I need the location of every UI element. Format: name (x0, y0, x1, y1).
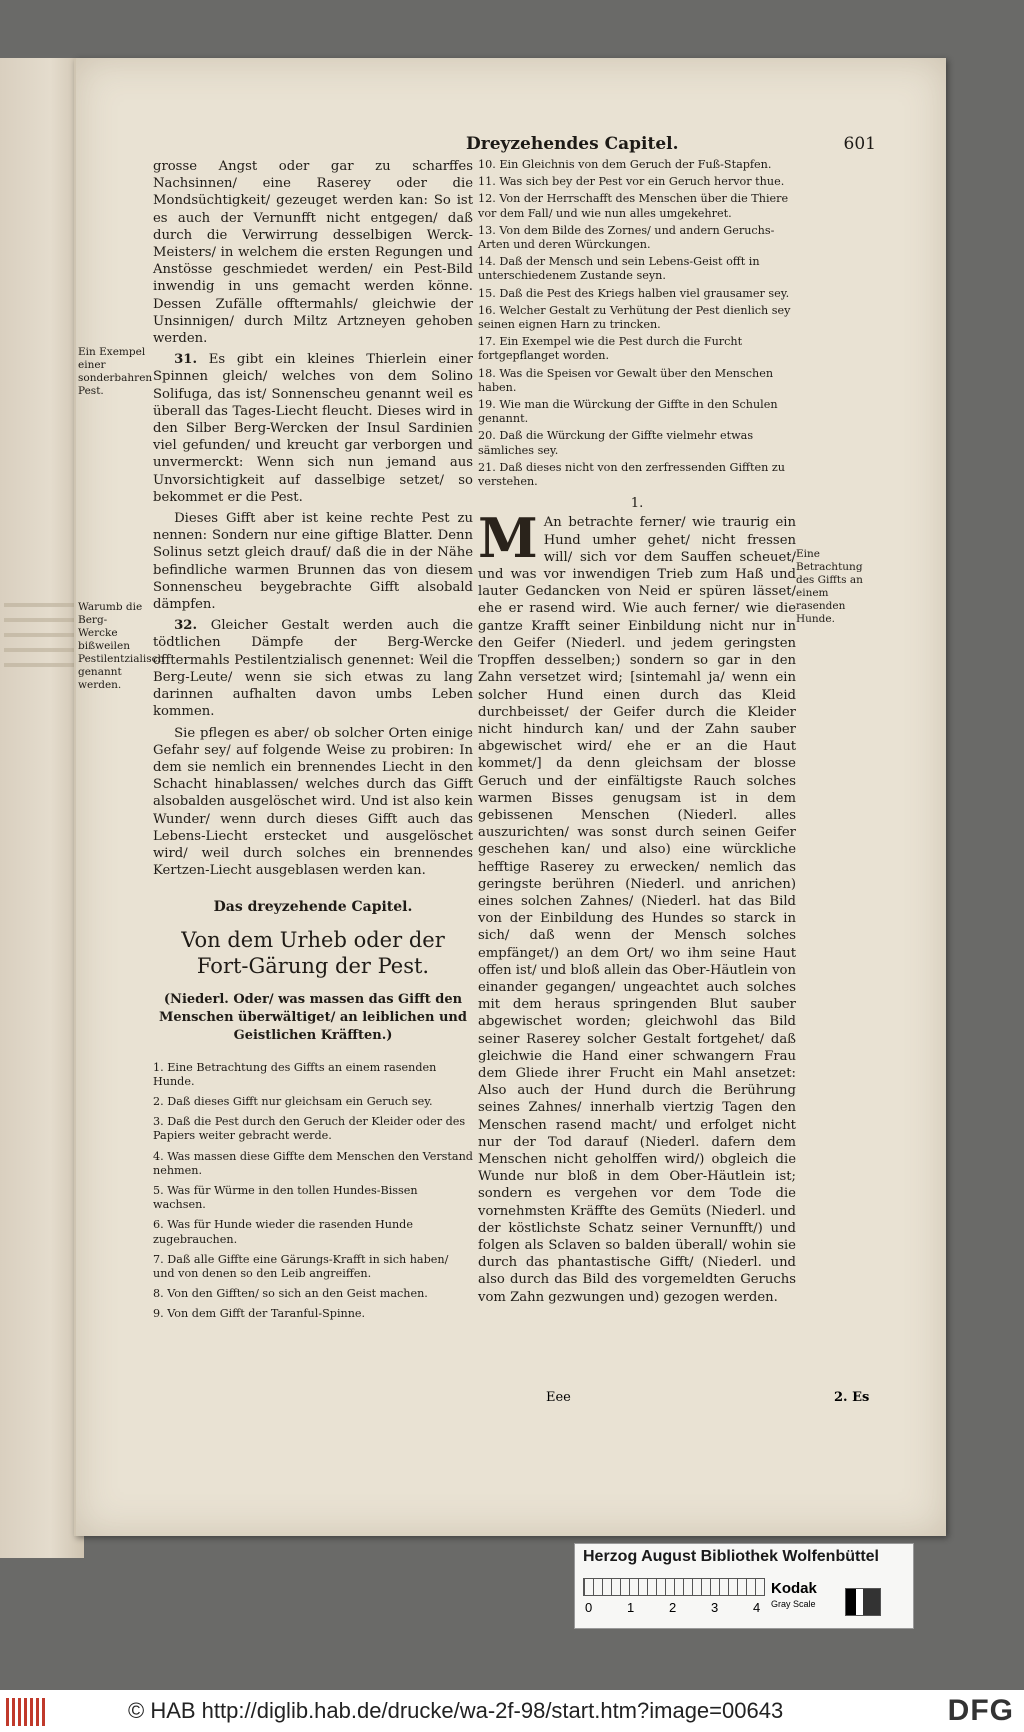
contents-item: 18. Was die Speisen vor Gewalt über den Menschen haben. (478, 366, 774, 394)
contents-item: 20. Daß die Würckung der Giffte vielmehr etwas sämliches sey. (478, 429, 754, 457)
tick-label: 0 (585, 1600, 593, 1615)
dfg-logo: DFG (947, 1694, 1014, 1727)
paragraph-32 (153, 617, 473, 720)
scale-ruler (583, 1578, 765, 1596)
library-name: Herzog August Bibliothek Wolfenbüttel (583, 1548, 879, 1565)
book-page (74, 58, 946, 1536)
page-header (466, 134, 876, 160)
section-mark: 1. (630, 496, 644, 512)
footer-bar (0, 1690, 1024, 1732)
margin-note: Eine Betrachtung des Giffts an einem rasenden Hunde. (796, 548, 863, 625)
paragraph: Dieses Gifft aber ist keine rechte Pest zu nennen: Sondern nur eine giftige Blatter. Denn Solinus setzt gleich drauf/ daß die in der Nähe befindliche warmen Brunnen das von diesem Sonnenscheu beygebrachte Gifft alsobald dämpfen. (153, 511, 473, 613)
library-label (574, 1543, 914, 1629)
facing-page-edge (0, 58, 84, 1558)
hab-logo-icon (6, 1698, 46, 1726)
margin-note: Ein Exempel einer sonderbahren Pest. (78, 346, 153, 397)
contents-item: 11. Was sich bey der Pest vor ein Geruch hervor thue. (478, 175, 785, 189)
chapter-label: Das dreyzehende Capitel. (213, 899, 413, 916)
footer-url[interactable]: © HAB http://diglib.hab.de/drucke/wa-2f-98/start.htm?image=00643 (128, 1698, 784, 1723)
kodak-logo: Kodak (771, 1580, 817, 1597)
contents-item: 21. Daß dieses nicht von den zerfressenden Gifften zu verstehen. (478, 460, 785, 489)
contents-item: 1. Eine Betrachtung des Giffts an einem rasenden Hunde. (153, 1060, 437, 1088)
left-column (153, 158, 473, 1328)
paragraph: Sie pflegen es aber/ ob solcher Orten einige Gefahr sey/ auf folgende Weise zu probiren: In dem sie nemlich ein brennendes Liecht in den Schacht hinablassen/ welches durch das Gifft alsobalden ausgelöschet wird. Und ist also kein Wunder/ wenn durch dieses Gifft auch das Lebens-Liecht erstecket und ausgelöschet wird/ weil durch solches ein brennendes Kertzen-Liecht ausgeblasen werden kan. (153, 725, 473, 879)
main-text: An betrachte ferner/ wie traurig ein Hund umher gehet/ nicht fressen will/ sich vor dem Sauffen scheuet/ und was vor inwendigen Trieb zum Haß und lauter Gedancken von Neid er spüren lässet/ ehe er rasend wird. Wie auch ferner/ wie die gantze Krafft seiner Einbildung nicht nur in den Geifer (Niederl. und jedem geringsten Tropffen desselben;) sondern so gar in den Zahn versetzet wird; [sintemahl ja/ wenn ein solcher Hund einen durch das Kleid durchbeisset/ der Geifer durch die Kleider nicht hindurch kan/ und der Zahn sauber abgewischet wird/ ehe er an die Haut kommet/] da denn gleichsam der blosse Geruch und der einfältigste Rauch solches warmen Bisses genugsam ist in dem gebissenen Menschen (Niederl. alles auszurichten/ was sonst durch seinen Geifer geschehen kan/ und also) eine würckliche hefftige Raserey zu erwecken/ nemlich das geringste berühren (Niederl. und anrichen) eines solchen Zahnes/ (Niederl. hat das Bild von der Einbildung des Hundes so starck in sich/ daß wenn der Mensch solches empfänget/) an dem Ort/ wo ihm seine Haut offen ist/ und bloß allein das Ober-Häutlein von einander gegangen/ ungeachtet auch solches mit dem heraus springenden Blut sauber abgewischet worden; gleichwohl das Bild seiner Raserey solcher Gestalt fortgehet/ daß gleichwie die Hand einer schwangern Frau dem Gliede ihrer Frucht ein Mahl ansetzet: Also auch der Hund durch die Berührung seines Zahnes/ innerhalb viertzig Tagen den Menschen rasend macht/ und erfolget nicht nur der Tod darauf (Niederl. dafern dem Menschen nicht geholffen wird/) obgleich die Wunde nur bloß in dem Ober-Häutlein ist; sondern es vergehen vor dem Tode die vornehmsten Kräffte des Gemüts (Niederl. und der köstlichste Schatz seiner Vernunfft/) und folgen als Sclaven so balden überall/ wohin sie durch das phantastische Gifft/ (Niederl. und also durch das Bild des vorgemeldten Geruchs vom Zahn gezwungen und) gezogen werden. (478, 515, 796, 1305)
contents-item: 16. Welcher Gestalt zu Verhütung der Pest dienlich sey seinen eignen Harn zu trincken. (478, 303, 791, 332)
paragraph-text: Es gibt ein kleines Thierlein einer Spinnen gleich/ welches von dem Solino Solifuga, das ist/ Sonnenscheu genannt weil es überall das Tages-Liecht fleucht. Dieses wird in den Silber Berg-Wercken der Insul Sardinien viel gefunden/ und kreucht gar verborgen und unvermerckt: Wenn sich nun jemand aus Unvorsichtigkeit auf dasselbige setzet/ so bekommet er die Pest. (153, 352, 473, 505)
contents-item: 2. Daß dieses Gifft nur gleichsam ein Geruch sey. (153, 1094, 433, 1108)
chapter-title: Von dem Urheb oder der Fort-Gärung der Pest. (181, 927, 445, 978)
running-title: Dreyzehendes Capitel. (466, 134, 679, 154)
paragraph: grosse Angst oder gar zu scharffes Nachsinnen/ eine Raserey oder die Mondsüchtigkeit/ gezeuget werden kan: So ist es auch der Vernunfft nicht entgegen/ daß durch die Verwirrung desselbigen Werck-Meisters/ in welchem die ersten Regungen und Anstösse geschmiedet werden/ ein Pest-Bild inwendig in uns gemacht werden könne. Dessen Zufälle offtermahls/ gleichwie der Unsinnigen/ durch Miltz Artzneyen gehoben werden. (153, 159, 473, 347)
paragraph-text: Gleicher Gestalt werden auch die tödtlichen Dämpfe der Berg-Wercke offtermahls Pestilentzialisch genennet: Weil die Berg-Leute/ wenn sie sich etwas zu lang darinnen aufhalten davon umbs Leben kommen. (153, 618, 473, 720)
contents-item: 6. Was für Hunde wieder die rasenden Hunde zugebrauchen. (153, 1218, 413, 1246)
chapter-contents (153, 1061, 473, 1322)
contents-item: 3. Daß die Pest durch den Geruch der Kleider oder des Papiers weiter gebracht werde. (153, 1115, 466, 1143)
right-column (478, 158, 796, 1310)
signature-mark: Eee (546, 1390, 571, 1405)
drop-cap: M (478, 506, 538, 571)
contents-item: 14. Daß der Mensch und sein Lebens-Geist offt in unterschiedenem Zustande seyn. (478, 255, 760, 283)
gray-scale-patch (845, 1588, 881, 1616)
contents-item: 17. Ein Exempel wie die Pest durch die Furcht fortgepflanget worden. (478, 335, 743, 363)
chapter-contents (478, 158, 796, 489)
contents-item: 13. Von dem Bilde des Zornes/ und andern Geruchs-Arten und deren Würckungen. (478, 223, 775, 252)
page-number: 601 (843, 134, 876, 154)
contents-item: 10. Ein Gleichnis von dem Geruch der Fuß-Stapfen. (478, 158, 772, 171)
contents-item: 19. Wie man die Würckung der Giffte in den Schulen genannt. (478, 398, 778, 426)
tick-label: 1 (627, 1600, 635, 1615)
chapter-subtitle: (Niederl. Oder/ was massen das Gifft den Menschen überwältiget/ an leiblichen und Geistlichen Kräfften.) (159, 991, 467, 1043)
catchword: 2. Es (834, 1390, 870, 1405)
contents-item: 7. Daß alle Giffte eine Gärungs-Krafft in sich haben/ und von denen so den Leib angreiffen. (153, 1252, 449, 1280)
gray-scale-label: Gray Scale (771, 1599, 816, 1609)
contents-item: 4. Was massen diese Giffte dem Menschen den Verstand nehmen. (153, 1149, 473, 1177)
contents-item: 15. Daß die Pest des Kriegs halben viel grausamer sey. (478, 286, 790, 300)
tick-label: 4 (753, 1600, 761, 1615)
margin-note: Warumb die Berg-Wercke bißweilen Pestilentzialisch genannt werden. (78, 601, 165, 691)
main-paragraph (478, 506, 796, 1305)
tick-label: 2 (669, 1600, 677, 1615)
contents-item: 12. Von der Herrschafft des Menschen über die Thiere vor dem Fall/ und wie nun alles umgekehret. (478, 192, 789, 220)
contents-item: 5. Was für Würme in den tollen Hundes-Bissen wachsen. (153, 1183, 418, 1212)
contents-item: 8. Von den Gifften/ so sich an den Geist machen. (153, 1287, 428, 1301)
contents-item: 9. Von dem Gifft der Taranful-Spinne. (153, 1307, 366, 1321)
paragraph-31 (153, 351, 473, 506)
paragraph-number: 31. (174, 352, 198, 368)
tick-label: 3 (711, 1600, 719, 1615)
paragraph-number: 32. (174, 618, 198, 634)
